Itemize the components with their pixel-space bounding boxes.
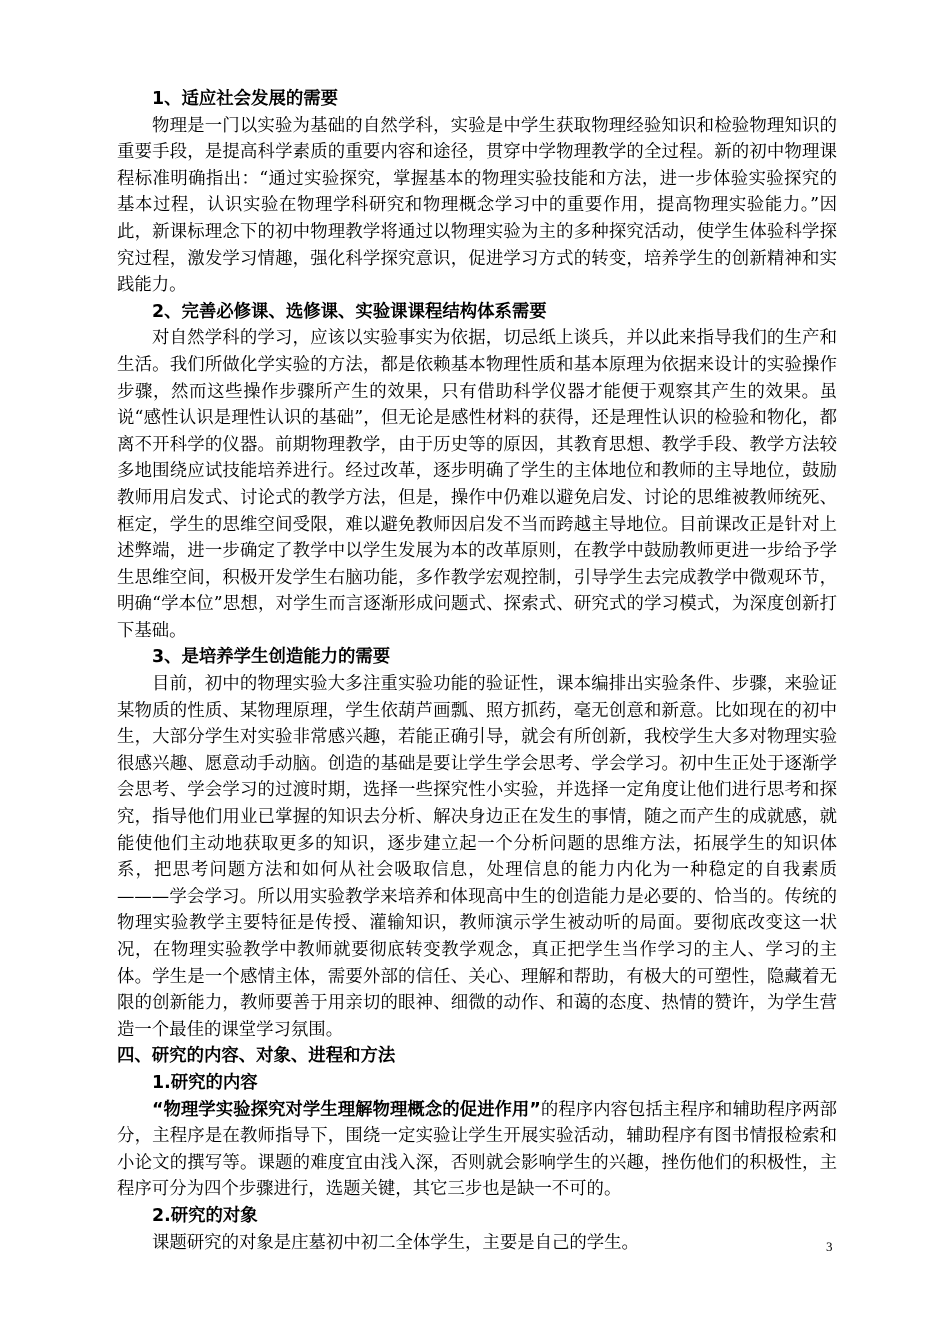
subsection-paragraph-content — [117, 1097, 837, 1203]
project-title: “物理学实验探究对学生理解物理概念的促进作用” — [152, 1099, 541, 1120]
subsection-text-content: 的程序内容包括主程序和辅助程序两部分，主程序是在教师指导下，围绕一定实验让学生开展实验活动，辅助程序有图书情报检索和小论文的撰写等。课题的难度宜由浅入深，否则就会影响学生的兴趣，挫伤他们的积极性，主程序可分为四个步骤进行，选题关键，其它三步也是缺一不可的。 — [117, 1099, 837, 1200]
section-paragraph-2: 对自然学科的学习，应该以实验事实为依据，切忌纸上谈兵，并以此来指导我们的生产和生活。我们所做化学实验的方法，都是依赖基本物理性质和基本原理为依据来设计的实验操作步骤，然而这些操作步骤所产生的效果，只有借助科学仪器才能便于观察其产生的效果。虽说“感性认识是理性认识的基础”，但无论是感性材料的获得，还是理性认识的检验和物化，都离不开科学的仪器。前期物理教学，由于历史等的原因，其教育思想、教学手段、教学方法较多地围绕应试技能培养进行。经过改革，逐步明确了学生的主体地位和教师的主导地位，鼓励教师用启发式、讨论式的教学方法，但是，操作中仍难以避免启发、讨论的思维被教师统死、框定，学生的思维空间受限，难以避免教师因启发不当而跨越主导地位。目前课改正是针对上述弊端，进一步确定了教学中以学生发展为本的改革原则，在教学中鼓励教师更进一步给予学生思维空间，积极开发学生右脑功能，多作教学宏观控制，引导学生去完成教学中微观环节，明确“学本位”思想，对学生而言逐渐形成问题式、探索式、研究式的学习模式，为深度创新打下基础。 — [117, 328, 837, 641]
subsection-heading-content: 1.研究的内容 — [152, 1072, 258, 1093]
subsection-paragraph-object: 课题研究的对象是庄墓初中初二全体学生，主要是自己的学生。 — [152, 1232, 639, 1253]
section-paragraph-3: 目前，初中的物理实验大多注重实验功能的验证性，课本编排出实验条件、步骤，来验证某物质的性质、某物理原理，学生依葫芦画瓢、照方抓药，毫无创意和新意。比如现在的初中生，大部分学生对实验非常感兴趣，若能正确引导，就会有所创新，我校学生大多对物理实验很感兴趣、愿意动手动脑。创造的基础是要让学生学会思考、学会学习。初中生正处于逐渐学会思考、学会学习的过渡时期，选择一些探究性小实验，并选择一定角度让他们进行思考和探究，指导他们用业已掌握的知识去分析、解决身边正在发生的事情，随之而产生的成就感，就能使他们主动地获取更多的知识，逐步建立起一个分析问题的思维方法，拓展学生的知识体系，把思考问题方法和如何从社会吸取信息，处理信息的能力内化为一种稳定的自我素质———学会学习。所以用实验教学来培养和体现高中生的创造能力是必要的、恰当的。传统的物理实验教学主要特征是传授、灌输知识，教师演示学生被动听的局面。要彻底改变这一状况，在物理实验教学中教师就要彻底转变教学观念，真正把学生当作学习的主人、学习的主体。学生是一个感情主体，需要外部的信任、关心、理解和帮助，有极大的可塑性，隐藏着无限的创新能力，教师要善于用亲切的眼神、细微的动作、和蔼的态度、热情的赞许，为学生营造一个最佳的课堂学习氛围。 — [117, 674, 837, 1040]
subsection-heading-object: 2.研究的对象 — [152, 1205, 258, 1226]
document-body — [117, 86, 837, 1256]
page-number: 3 — [826, 1239, 833, 1254]
section-heading-2: 2、完善必修课、选修课、实验课课程结构体系需要 — [152, 301, 547, 322]
section-heading-1: 1、适应社会发展的需要 — [152, 89, 339, 109]
section-heading-3: 3、是培养学生创造能力的需要 — [152, 647, 391, 668]
section-paragraph-1: 物理是一门以实验为基础的自然学科，实验是中学生获取物理经验知识和检验物理知识的重要手段，是提高科学素质的重要内容和途径，贯穿中学物理教学的全过程。新的初中物理课程标准明确指出：“通过实验探究，掌握基本的物理实验技能和方法，进一步体验实验探究的基本过程，认识实验在物理学科研究和物理概念学习中的重要作用，提高物理实验能力。”因此，新课标理念下的初中物理教学将通过以物理实验为主的多种探究活动，使学生体验科学探究过程，激发学习情趣，强化科学探究意识，促进学习方式的转变，培养学生的创新精神和实践能力。 — [117, 115, 837, 296]
chapter-heading: 四、研究的内容、对象、进程和方法 — [117, 1046, 396, 1067]
